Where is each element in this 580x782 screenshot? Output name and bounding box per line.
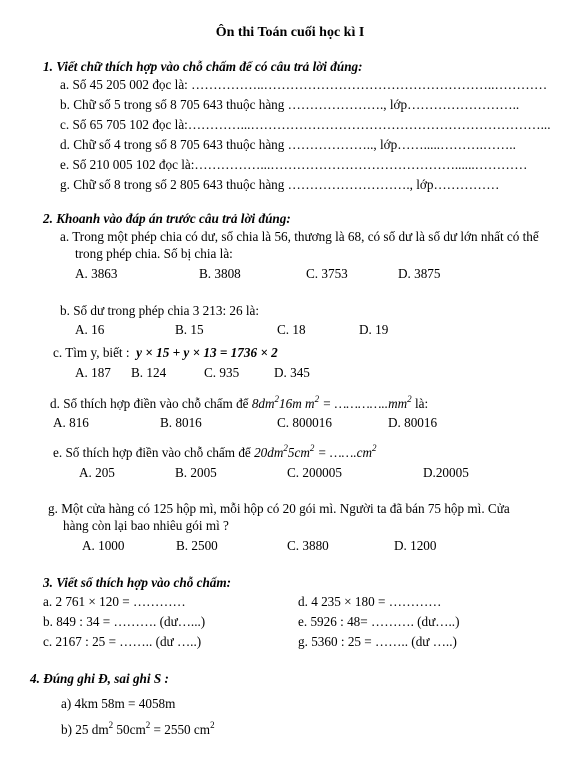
s2a-question-line2: trong phép chia. Số bị chia là: [75,246,233,261]
s4-item-a: a) 4km 58m = 4058m [61,696,176,711]
s2a-option-d[interactable]: D. 3875 [398,266,441,281]
s1-item-b: b. Chữ số 5 trong số 8 705 643 thuộc hàng …………………., lớp…………………….. [60,97,520,112]
section-1-heading: 1. Viết chữ thích hợp vào chỗ chấm để có câu trả lời đúng: [43,59,363,74]
s4-item-b: b) 25 $dm^2$ $50cm^2 = 2550$ $cm^2$ [61,719,215,737]
s2g-option-c[interactable]: C. 3880 [287,538,329,553]
s2d-expression: $8dm^216m$ $m^2$ = $\dots\dots\dots\dots..mm^2$ [251,393,412,411]
s2c-option-c[interactable]: C. 935 [204,365,240,380]
s2d-option-a[interactable]: A. 816 [53,415,89,430]
s2g-option-b[interactable]: B. 2500 [176,538,218,553]
s1-item-d: d. Chữ số 4 trong số 8 705 643 thuộc hàng ……………….., lớp…….....……….…….. [60,137,516,152]
s2a-option-a[interactable]: A. 3863 [75,266,118,281]
s2c-option-d[interactable]: D. 345 [274,365,310,380]
s2e-question [53,442,377,461]
s2e-expression: $20dm^25cm^2$ = $\dots\dots.cm^2$ [254,442,377,460]
s2e-option-d[interactable]: D.20005 [423,465,469,480]
s2b-option-b[interactable]: B. 15 [175,322,204,337]
s2b-option-d[interactable]: D. 19 [359,322,389,337]
s2b-option-a[interactable]: A. 16 [75,322,105,337]
s1-item-c: c. Số 65 705 102 đọc là:…………...…………………………………………………………... [60,117,551,132]
s2e-option-a[interactable]: A. 205 [79,465,115,480]
s2b-option-c[interactable]: C. 18 [277,322,306,337]
s2c-question-text: c. Tìm y, biết : [53,345,130,360]
s2d-question [50,393,429,412]
page-title: Ôn thi Toán cuối học kì I [215,25,365,40]
s3-item-c: c. 2167 : 25 = …….. (dư …..) [43,634,202,649]
s2g-question-line1: g. Một cửa hàng có 125 hộp mì, mỗi hộp có 20 gói mì. Người ta đã bán 75 hộp mì. Cửa [48,501,510,516]
s2c-expression: y × 15 + y × 13 = 1736 × 2 [136,345,278,360]
s2d-question-text: d. Số thích hợp điền vào chỗ chấm để [50,396,249,411]
s2g-option-d[interactable]: D. 1200 [394,538,437,553]
s2d-tail: là: [411,396,429,411]
s3-item-e: e. 5926 : 48= ………. (dư…..) [298,614,460,629]
s3-item-g: g. 5360 : 25 = …….. (dư …..) [298,634,457,649]
s2c-option-a[interactable]: A. 187 [75,365,111,380]
section-3-heading: 3. Viết số thích hợp vào chỗ chấm: [43,575,232,590]
s2e-option-c[interactable]: C. 200005 [287,465,342,480]
s2c-option-b[interactable]: B. 124 [131,365,167,380]
s1-item-g: g. Chữ số 8 trong số 2 805 643 thuộc hàng ………………………., lớp…………… [60,177,500,192]
s2d-option-d[interactable]: D. 80016 [388,415,438,430]
s2e-option-b[interactable]: B. 2005 [175,465,217,480]
s2c-question [53,345,278,361]
s1-item-a: a. Số 45 205 002 đọc là: ……………..……………………………………………..………… [60,77,548,92]
s1-item-e: e. Số 210 005 102 đọc là:……………...……………………………………......………… [60,157,528,172]
s3-item-a: a. 2 761 × 120 = ………… [43,594,186,609]
s2d-option-c[interactable]: C. 800016 [277,415,332,430]
s3-item-d: d. 4 235 × 180 = ………… [298,594,442,609]
s2b-question: b. Số dư trong phép chia 3 213: 26 là: [60,303,260,318]
s2g-option-a[interactable]: A. 1000 [82,538,125,553]
s3-item-b: b. 849 : 34 = ………. (dư…...) [43,614,206,629]
s2a-option-c[interactable]: C. 3753 [306,266,348,281]
s2d-option-b[interactable]: B. 8016 [160,415,202,430]
section-2-heading: 2. Khoanh vào đáp án trước câu trả lời đúng: [43,211,291,226]
s2a-option-b[interactable]: B. 3808 [199,266,241,281]
s2a-question-line1: a. Trong một phép chia có dư, số chia là 56, thương là 68, có số dư là số dư lớn nhất có thể [60,229,539,244]
s2e-question-text: e. Số thích hợp điền vào chỗ chấm để [53,445,251,460]
s2g-question-line2: hàng còn lại bao nhiêu gói mì ? [63,518,229,533]
section-4-heading: 4. Đúng ghi Đ, sai ghi S : [30,671,169,686]
